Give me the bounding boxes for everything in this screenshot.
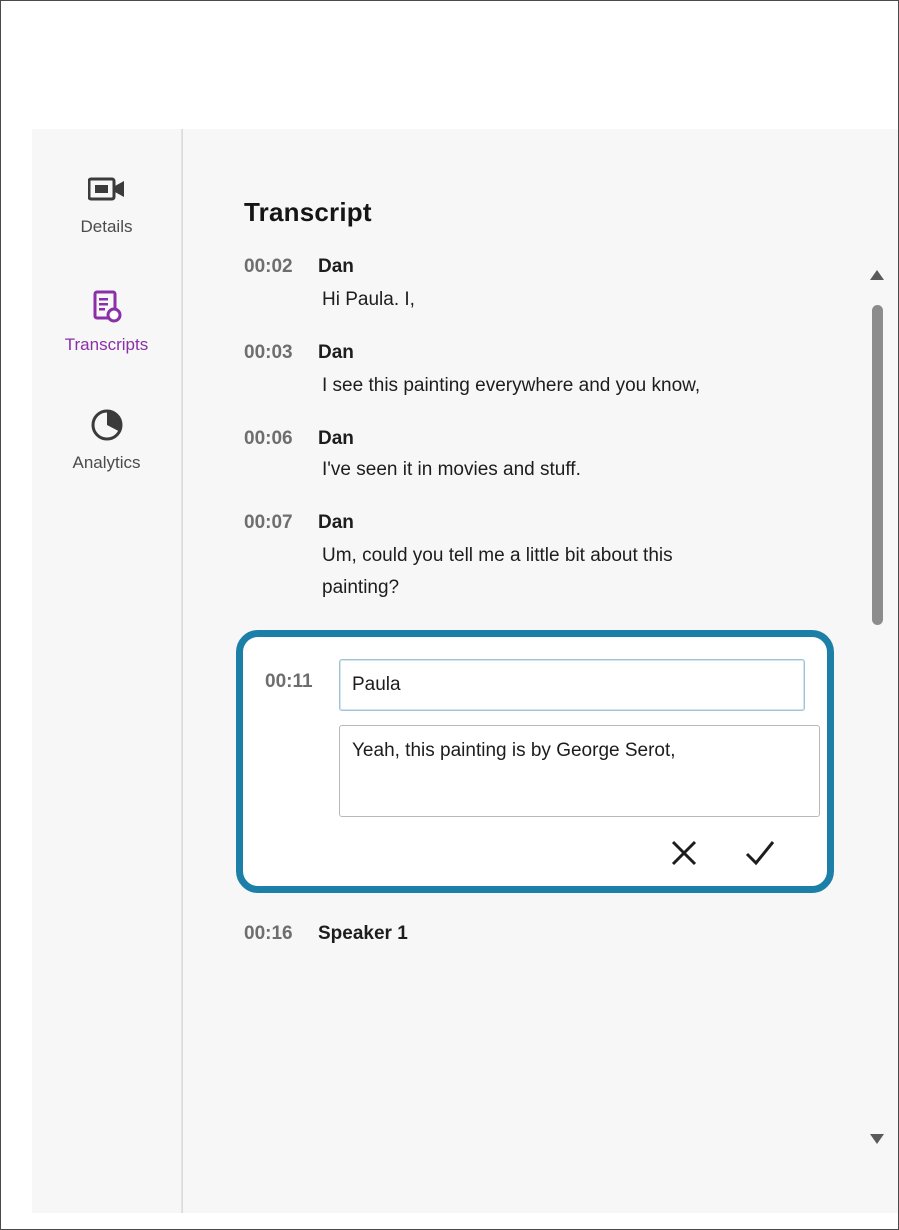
- entry-header: [244, 428, 848, 450]
- entry-speaker: Dan: [318, 511, 354, 533]
- entry-text[interactable]: Um, could you tell me a little bit about this painting?: [322, 544, 673, 598]
- page-title: Transcript: [244, 197, 372, 227]
- sidebar-item-label: Transcripts: [64, 335, 149, 354]
- entry-text[interactable]: I see this painting everywhere and you know,: [322, 374, 701, 396]
- transcript-text-input[interactable]: [339, 725, 820, 817]
- entry-timestamp: 00:03: [244, 341, 293, 363]
- close-x-icon[interactable]: [667, 836, 701, 870]
- transcript-scrollbar[interactable]: [869, 267, 885, 1147]
- pie-chart-icon: [36, 405, 177, 445]
- sidebar-item-label: Analytics: [72, 453, 141, 472]
- sidebar-item-transcripts[interactable]: [32, 273, 181, 365]
- sidebar-item-analytics[interactable]: [32, 391, 181, 483]
- entry-speaker: Dan: [318, 256, 354, 277]
- speaker-name-input[interactable]: [339, 659, 805, 711]
- transcript-entry[interactable]: [244, 342, 848, 402]
- entry-header: [244, 256, 848, 278]
- entry-header: [244, 923, 898, 945]
- scrollbar-track[interactable]: [872, 285, 883, 1129]
- transcript-edit-card: [236, 630, 834, 893]
- entry-header: [244, 512, 848, 534]
- entry-speaker: Dan: [318, 341, 354, 363]
- transcript-entry[interactable]: [244, 512, 848, 604]
- sidebar-nav: [32, 129, 182, 1213]
- entry-header: [244, 342, 848, 364]
- sidebar-item-label: Details: [80, 217, 133, 236]
- entry-text[interactable]: Hi Paula. I,: [322, 289, 415, 310]
- edit-speaker-row: [265, 659, 805, 711]
- entry-speaker: Dan: [318, 427, 354, 449]
- transcript-entry[interactable]: [244, 428, 848, 486]
- content-area: [1, 129, 898, 1213]
- transcript-document-icon: [36, 287, 177, 327]
- transcript-entry[interactable]: [183, 923, 898, 945]
- entry-speaker: Speaker 1: [318, 922, 408, 944]
- scrollbar-thumb[interactable]: [872, 305, 883, 625]
- triangle-down-icon[interactable]: [869, 1131, 885, 1147]
- sidebar-item-details[interactable]: [32, 155, 181, 247]
- triangle-up-icon[interactable]: [869, 267, 885, 283]
- entry-timestamp: 00:11: [265, 670, 313, 692]
- entry-timestamp: 00:07: [244, 511, 293, 533]
- entry-text[interactable]: I've seen it in movies and stuff.: [322, 458, 581, 480]
- transcript-list: [183, 256, 898, 893]
- entry-timestamp: 00:16: [244, 922, 293, 944]
- entry-timestamp: 00:02: [244, 256, 293, 277]
- checkmark-icon[interactable]: [743, 836, 777, 870]
- top-blank-area: [1, 1, 898, 129]
- edit-actions: [265, 822, 805, 870]
- transcript-panel: [182, 129, 898, 1213]
- video-camera-icon: [36, 169, 177, 209]
- transcript-entry[interactable]: [244, 256, 848, 316]
- entry-timestamp: 00:06: [244, 427, 293, 449]
